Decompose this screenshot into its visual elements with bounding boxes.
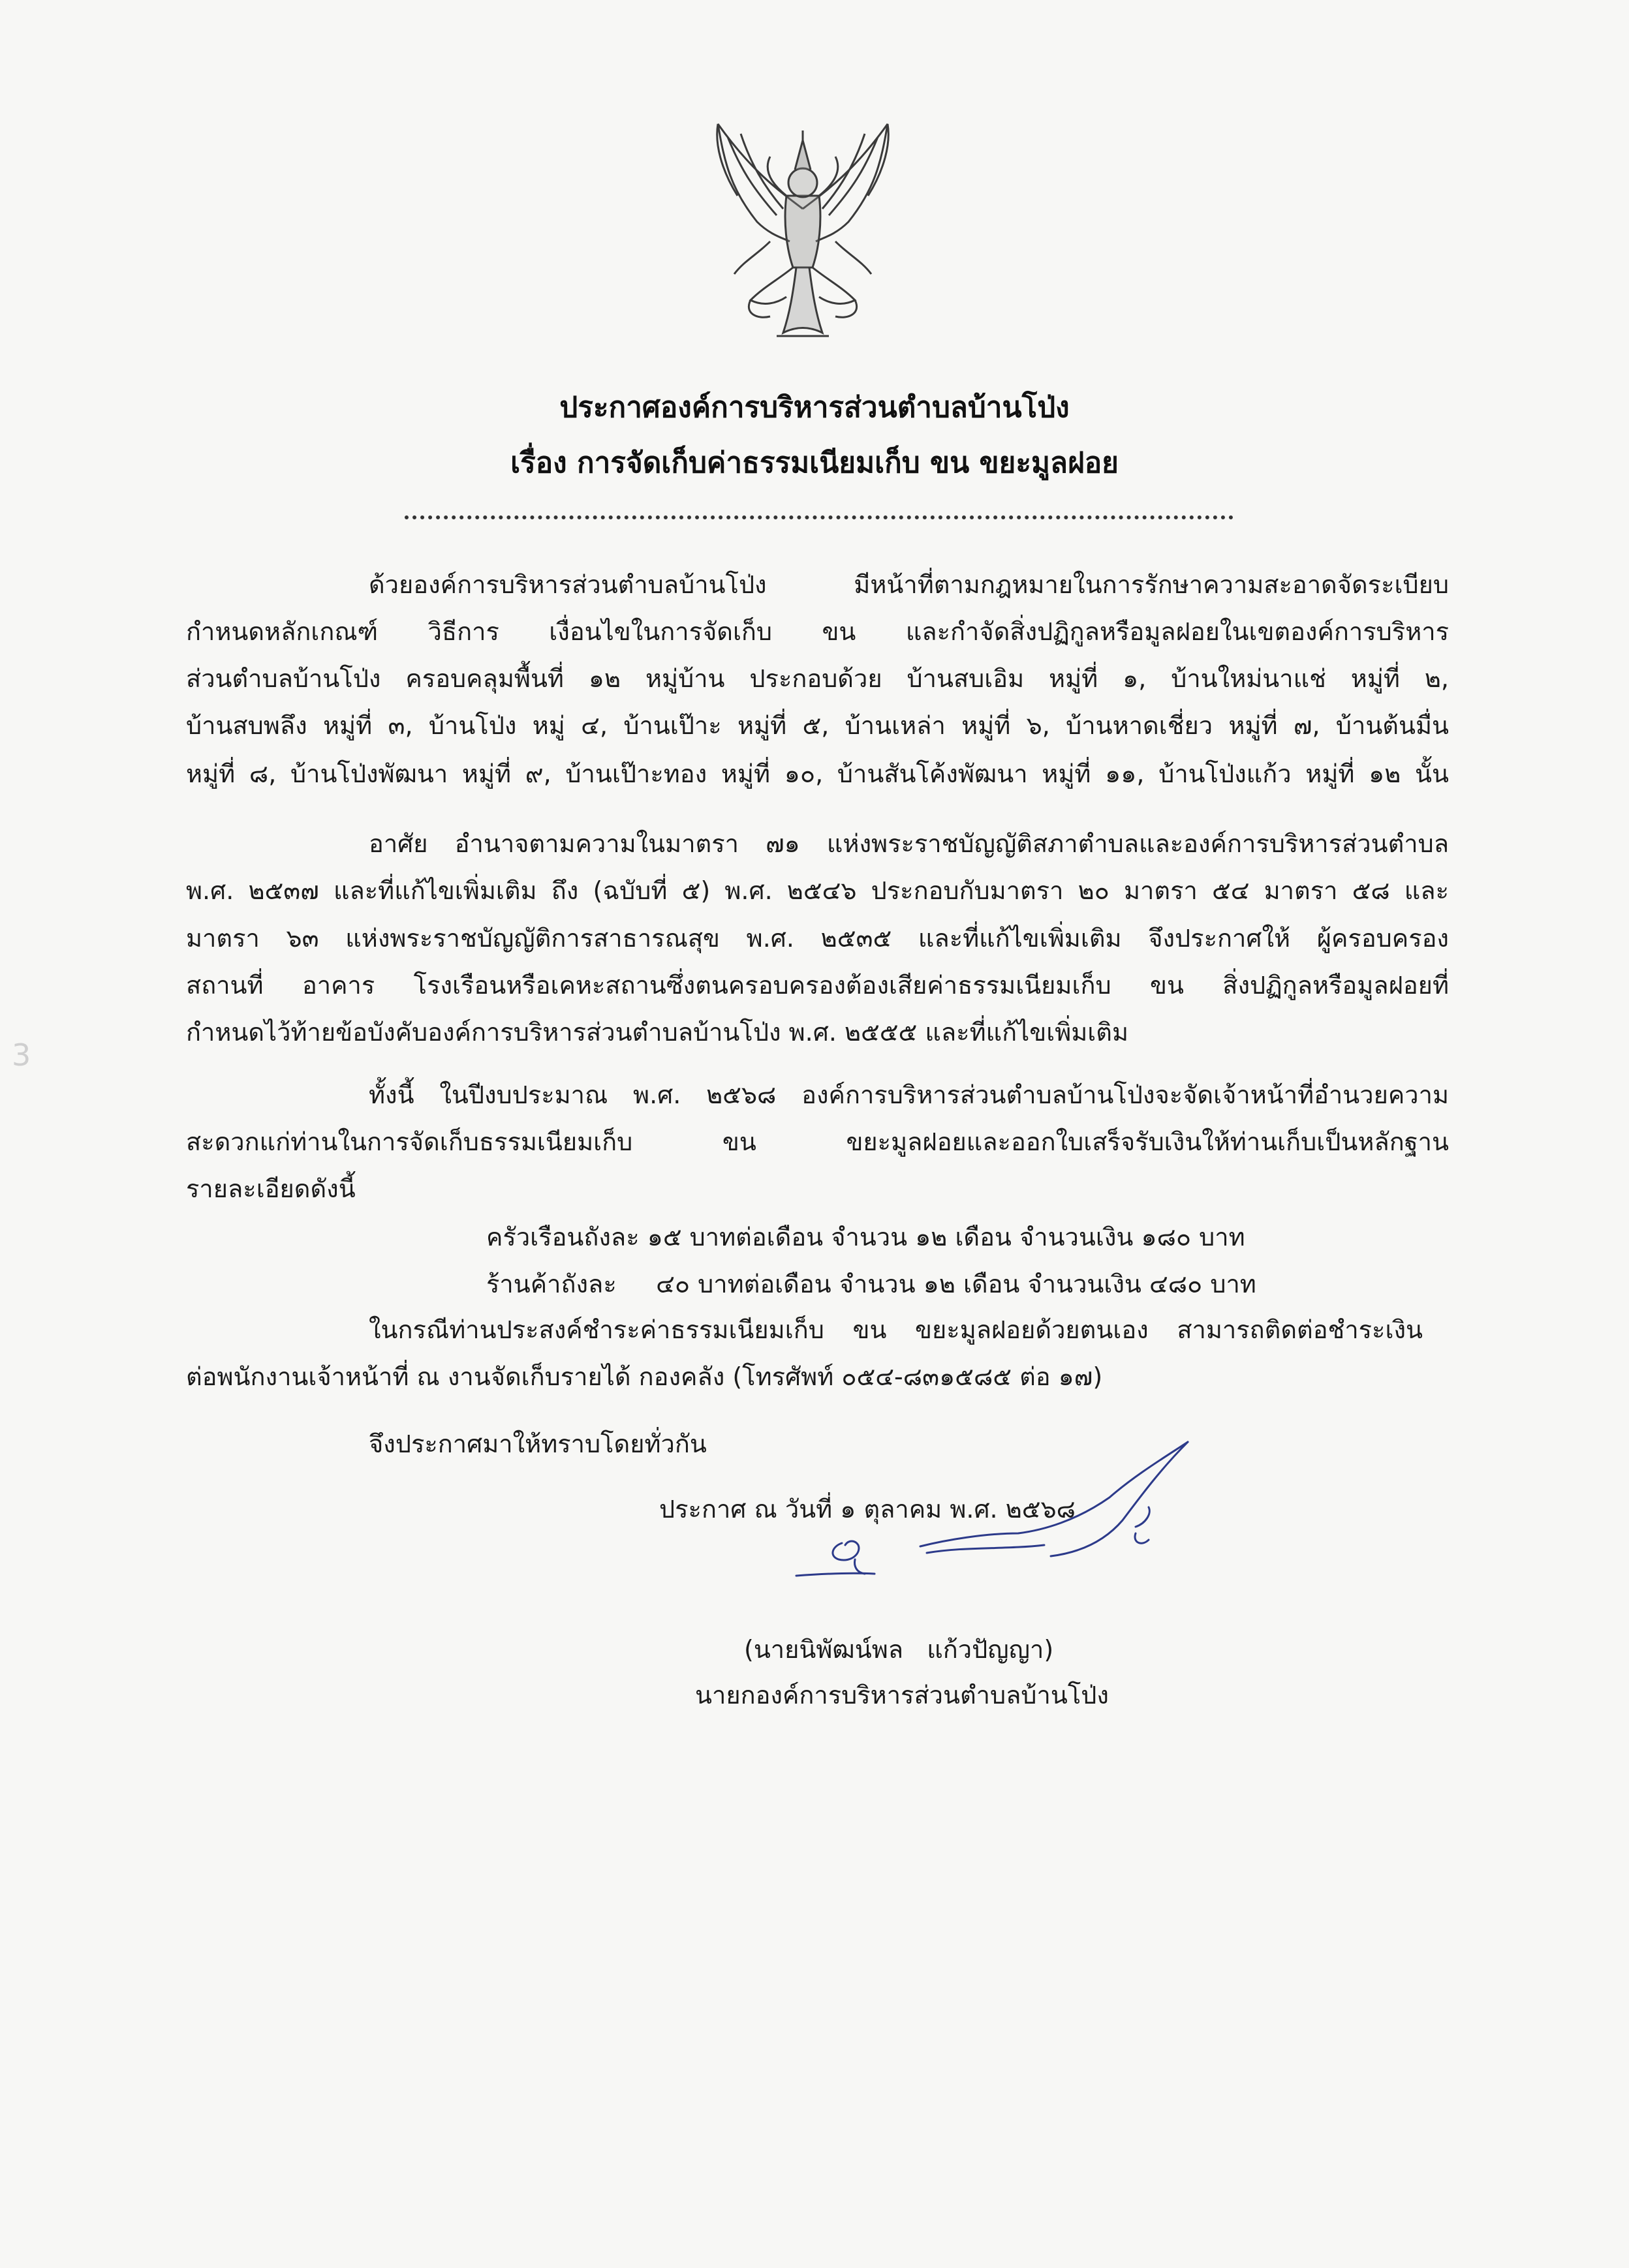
handwritten-signature-icon [770, 1435, 1227, 1625]
paragraph-1-line-3: ส่วนตำบลบ้านโป่ง ครอบคลุมพื้นที่ ๑๒ หมู่บ้าน ประกอบด้วย บ้านสบเอิม หมู่ที่ ๑, บ้านใหม่นาแช่ หมู่ที่ ๒, [186, 664, 1449, 693]
title-divider [405, 515, 1233, 519]
garuda-emblem-icon [679, 111, 927, 346]
signatory-name: (นายนิพัฒน์พล แก้วปัญญา) [744, 1635, 1054, 1664]
paragraph-2-line-2: พ.ศ. ๒๕๓๗ และที่แก้ไขเพิ่มเติม ถึง (ฉบับที่ ๕) พ.ศ. ๒๕๔๖ ประกอบกับมาตรา ๒๐ มาตรา ๕๔ มาตรา ๕๘ และ [186, 876, 1449, 905]
paragraph-2-line-4: สถานที่ อาคาร โรงเรือนหรือเคหะสถานซึ่งตนครอบครองต้องเสียค่าธรรมเนียมเก็บ ขน สิ่งปฏิกูลหรือมูลฝอยที่ [186, 971, 1449, 1000]
paragraph-1-line-4: บ้านสบพลึง หมู่ที่ ๓, บ้านโป่ง หมู่ ๔, บ้านเป๊าะ หมู่ที่ ๕, บ้านเหล่า หมู่ที่ ๖, บ้านหาดเชี่ยว หมู่ที่ ๗, บ้านต้นมื่น [186, 711, 1449, 740]
paragraph-1-line-2: กำหนดหลักเกณฑ์ วิธีการ เงื่อนไขในการจัดเก็บ ขน และกำจัดสิ่งปฏิกูลหรือมูลฝอยในเขตองค์การบริหาร [186, 617, 1449, 646]
announcement-title: ประกาศองค์การบริหารส่วนตำบลบ้านโป่ง [559, 391, 1070, 424]
rate-shop: ร้านค้าถังละ ๔๐ บาทต่อเดือน จำนวน ๑๒ เดือน จำนวนเงิน ๔๘๐ บาท [486, 1270, 1256, 1298]
paragraph-4-line-1: ในกรณีท่านประสงค์ชำระค่าธรรมเนียมเก็บ ขน ขยะมูลฝอยด้วยตนเอง สามารถติดต่อชำระเงิน [369, 1315, 1423, 1344]
rate-household: ครัวเรือนถังละ ๑๕ บาทต่อเดือน จำนวน ๑๒ เดือน จำนวนเงิน ๑๘๐ บาท [486, 1223, 1245, 1251]
margin-mark: 3 [12, 1037, 31, 1073]
paragraph-2-line-3: มาตรา ๖๓ แห่งพระราชบัญญัติการสาธารณสุข พ.ศ. ๒๕๓๕ และที่แก้ไขเพิ่มเติม จึงประกาศให้ ผู้ครอบครอง [186, 924, 1449, 953]
closing-line: จึงประกาศมาให้ทราบโดยทั่วกัน [369, 1430, 707, 1458]
paragraph-2-line-1: อาศัย อำนาจตามความในมาตรา ๗๑ แห่งพระราชบัญญัติสภาตำบลและองค์การบริหารส่วนตำบล [369, 829, 1449, 858]
announcement-date: ประกาศ ณ วันที่ ๑ ตุลาคม พ.ศ. ๒๕๖๘ [659, 1495, 1076, 1524]
paragraph-3-line-2: สะดวกแก่ท่านในการจัดเก็บธรรมเนียมเก็บ ขน ขยะมูลฝอยและออกใบเสร็จรับเงินให้ท่านเก็บเป็นหลักฐาน [186, 1127, 1449, 1156]
signatory-position: นายกองค์การบริหารส่วนตำบลบ้านโป่ง [695, 1681, 1109, 1709]
paragraph-2-line-5: กำหนดไว้ท้ายข้อบังคับองค์การบริหารส่วนตำบลบ้านโป่ง พ.ศ. ๒๕๕๕ และที่แก้ไขเพิ่มเติม [186, 1018, 1129, 1047]
paragraph-1-line-1: ด้วยองค์การบริหารส่วนตำบลบ้านโป่ง มีหน้าที่ตามกฎหมายในการรักษาความสะอาดจัดระเบียบ [369, 570, 1449, 599]
paragraph-3-line-1: ทั้งนี้ ในปีงบประมาณ พ.ศ. ๒๕๖๘ องค์การบริหารส่วนตำบลบ้านโป่งจะจัดเจ้าหน้าที่อำนวยความ [369, 1080, 1449, 1109]
paragraph-1-line-5: หมู่ที่ ๘, บ้านโป่งพัฒนา หมู่ที่ ๙, บ้านเป๊าะทอง หมู่ที่ ๑๐, บ้านสันโค้งพัฒนา หมู่ที่ ๑๑, บ้านโป่งแก้ว หมู่ที่ ๑๒ นั้น [186, 759, 1450, 788]
paragraph-3-line-3: รายละเอียดดังนี้ [186, 1174, 356, 1203]
announcement-subject: เรื่อง การจัดเก็บค่าธรรมเนียมเก็บ ขน ขยะมูลฝอย [510, 446, 1119, 480]
paragraph-4-line-2: ต่อพนักงานเจ้าหน้าที่ ณ งานจัดเก็บรายได้ กองคลัง (โทรศัพท์ ๐๕๔-๘๓๑๕๘๕ ต่อ ๑๗) [186, 1362, 1103, 1391]
